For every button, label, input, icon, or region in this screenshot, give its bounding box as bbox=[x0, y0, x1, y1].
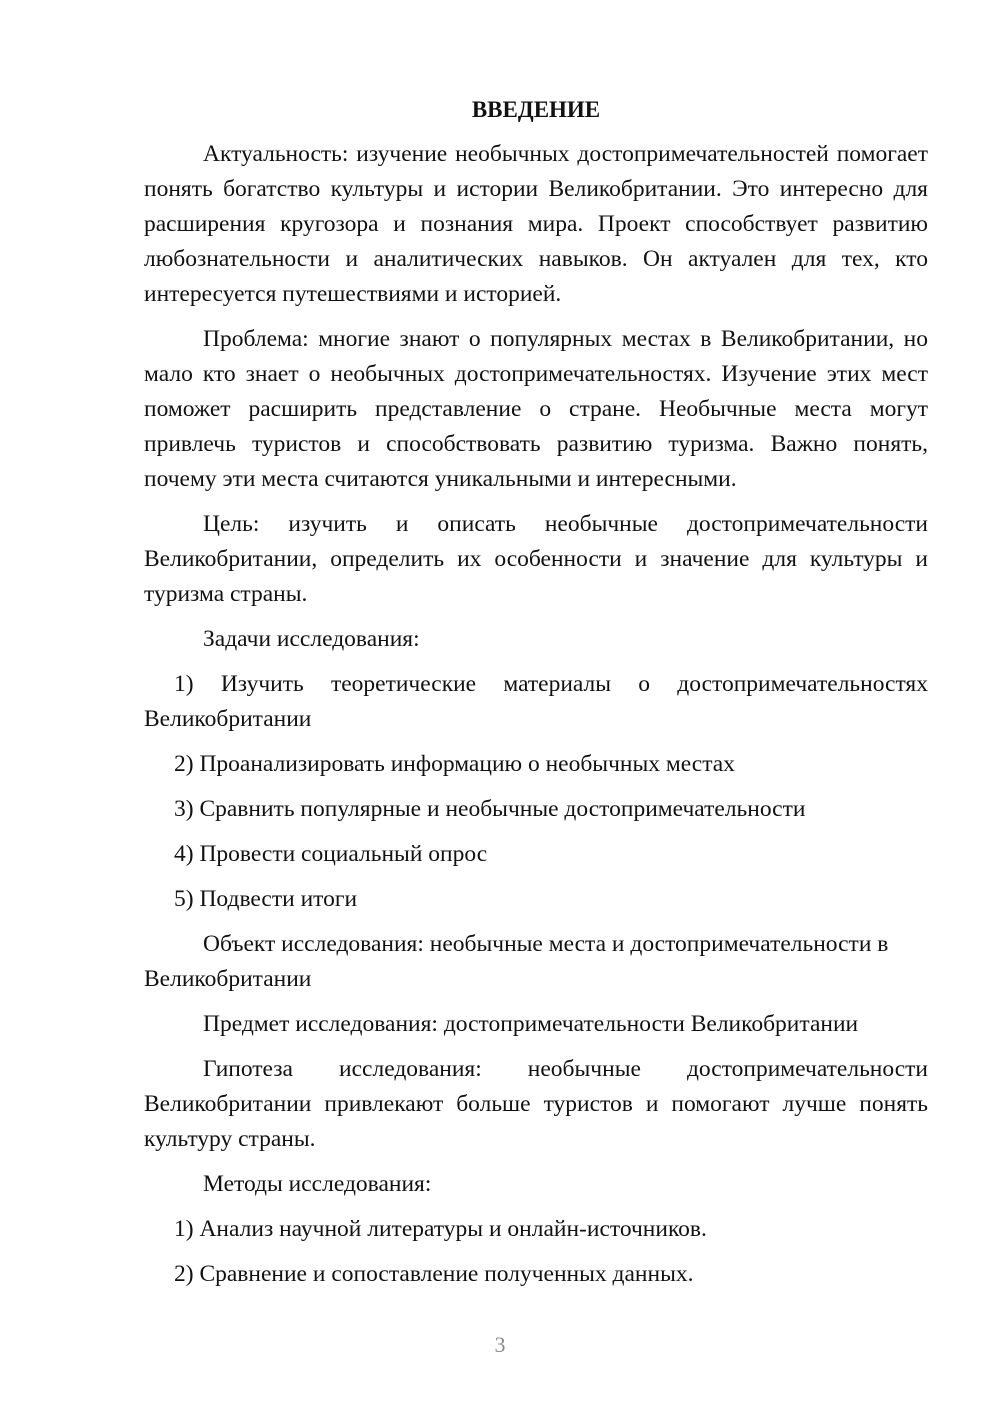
page-content bbox=[144, 94, 928, 1302]
task-item: 4) Провести социальный опрос bbox=[174, 841, 488, 867]
task-item: 2) Проанализировать информацию о необычных местах bbox=[174, 751, 735, 777]
subject-paragraph: Предмет исследования: достопримечательности Великобритании bbox=[203, 1011, 859, 1037]
task-item: 1) Изучить теоретические материалы о достопримечательностях Великобритании bbox=[144, 671, 928, 732]
task-item: 3) Сравнить популярные и необычные достопримечательности bbox=[174, 796, 806, 822]
task-item: 5) Подвести итоги bbox=[174, 886, 358, 912]
goal-paragraph: Цель: изучить и описать необычные достопримечательности Великобритании, определить их особенности и значение для культуры и туризма страны. bbox=[144, 511, 928, 607]
relevance-paragraph: Актуальность: изучение необычных достопримечательностей помогает понять богатство культуры и истории Великобритании. Это интересно для расширения кругозора и познания мира. Проект способствует развитию любознательности и аналитических навыков. Он актуален для тех, кто интересуется путешествиями и историей. bbox=[144, 141, 928, 307]
method-item: 2) Сравнение и сопоставление полученных данных. bbox=[174, 1261, 694, 1287]
method-item: 1) Анализ научной литературы и онлайн-источников. bbox=[174, 1216, 707, 1242]
problem-paragraph: Проблема: многие знают о популярных местах в Великобритании, но мало кто знает о необычных достопримечательностях. Изучение этих мест поможет расширить представление о стране. Необычные места могут привлечь туристов и способствовать развитию туризма. Важно понять, почему эти места считаются уникальными и интересными. bbox=[144, 326, 928, 492]
object-paragraph: Объект исследования: необычные места и достопримечательности в Великобритании bbox=[144, 931, 889, 992]
tasks-heading: Задачи исследования: bbox=[203, 626, 420, 652]
methods-heading: Методы исследования: bbox=[203, 1171, 432, 1197]
page-title: ВВЕДЕНИЕ bbox=[471, 97, 601, 122]
page-number: 3 bbox=[494, 1332, 506, 1357]
hypothesis-paragraph: Гипотеза исследования: необычные достопримечательности Великобритании привлекают больше туристов и помогают лучше понять культуру страны. bbox=[144, 1056, 928, 1152]
